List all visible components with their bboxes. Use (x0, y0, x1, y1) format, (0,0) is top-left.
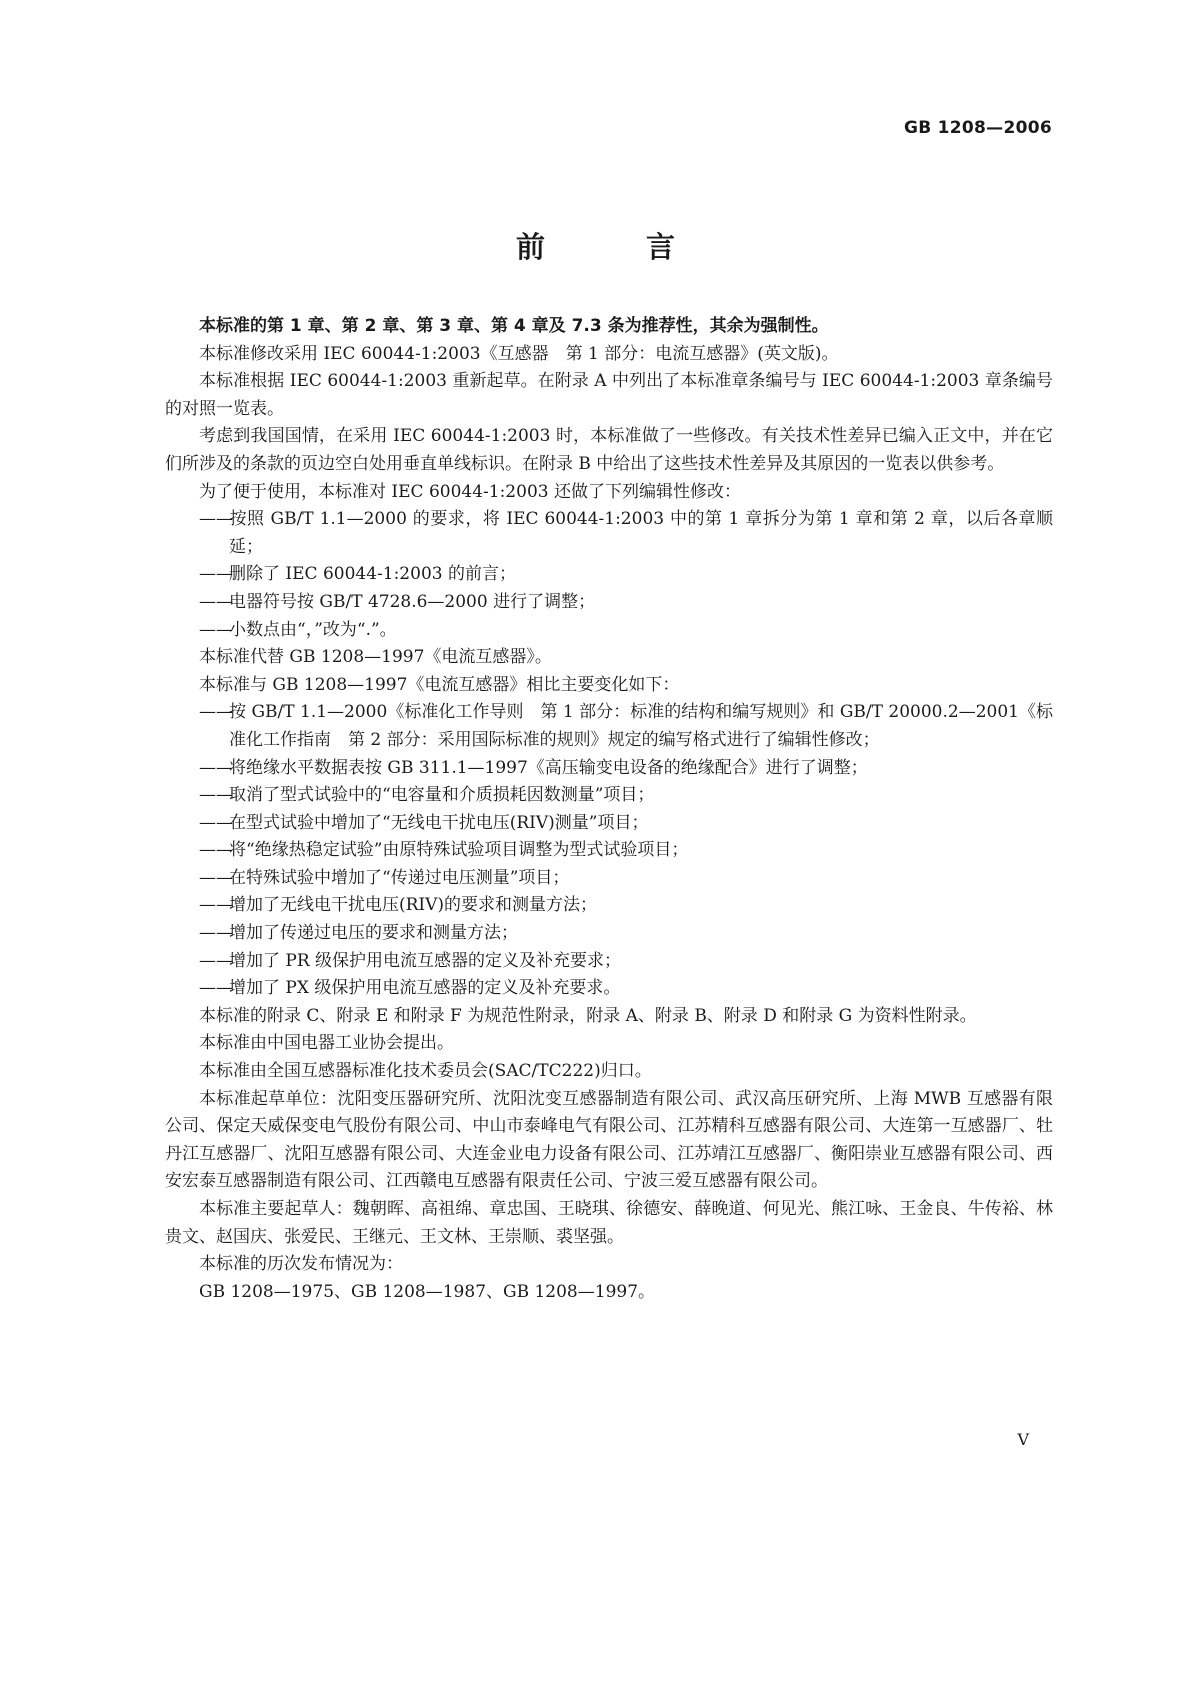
list-item (165, 506, 1053, 561)
paragraph: 本标准的历次发布情况为： (199, 1254, 403, 1275)
dash-mark: —— (199, 509, 233, 530)
list-item (165, 975, 1053, 1003)
paragraph: 本标准主要起草人：魏朝晖、高祖绵、章忠国、王晓琪、徐德安、薛晚道、何见光、熊江咏、王金良、牛传裕、林贵文、赵国庆、张爱民、王继元、王文林、王崇顺、裘坚强。 (165, 1199, 1053, 1247)
dash-mark: —— (199, 812, 233, 833)
dash-mark: —— (199, 950, 233, 971)
list-item-text: 按照 GB/T 1.1—2000 的要求，将 IEC 60044-1:2003 中的第 1 章拆分为第 1 章和第 2 章，以后各章顺延； (229, 509, 1053, 557)
list-item (165, 755, 1053, 783)
paragraph: 本标准由全国互感器标准化技术委员会(SAC/TC222)归口。 (199, 1061, 652, 1082)
list-item-text: 增加了 PR 级保护用电流互感器的定义及补充要求； (229, 950, 622, 971)
list-item (165, 699, 1053, 754)
list-item (165, 782, 1053, 810)
list-item (165, 837, 1053, 865)
list-item-text: 在特殊试验中增加了“传递过电压测量”项目； (229, 867, 570, 888)
dash-mark: —— (199, 591, 233, 612)
list-item-text: 增加了 PX 级保护用电流互感器的定义及补充要求。 (229, 978, 621, 999)
paragraph: 本标准的附录 C、附录 E 和附录 F 为规范性附录，附录 A、附录 B、附录 D 和附录 G 为资料性附录。 (199, 1005, 977, 1026)
list-item-text: 取消了型式试验中的“电容量和介质损耗因数测量”项目； (229, 785, 655, 806)
dash-mark: —— (199, 840, 233, 861)
list-item (165, 589, 1053, 617)
page-number: V (1017, 1430, 1029, 1449)
dash-mark: —— (199, 564, 233, 585)
page-title: 前 言 (515, 230, 711, 264)
list-item (165, 865, 1053, 893)
list-item-text: 将绝缘水平数据表按 GB 311.1—1997《高压输变电设备的绝缘配合》进行了调整； (229, 757, 868, 778)
dash-mark: —— (199, 702, 233, 723)
paragraph: 本标准与 GB 1208—1997《电流互感器》相比主要变化如下： (199, 674, 680, 695)
list-item-text: 将“绝缘热稳定试验”由原特殊试验项目调整为型式试验项目； (229, 840, 689, 861)
list-item (165, 920, 1053, 948)
paragraph: 本标准修改采用 IEC 60044-1:2003《互感器 第 1 部分：电流互感器》(英文版)。 (199, 343, 839, 364)
dash-mark: —— (199, 923, 233, 944)
foreword-body (165, 313, 1053, 1306)
dash-mark: —— (199, 619, 233, 640)
list-item-text: 在型式试验中增加了“无线电干扰电压(RIV)测量”项目； (229, 812, 649, 833)
list-item-text: 按 GB/T 1.1—2000《标准化工作导则 第 1 部分：标准的结构和编写规则》和 GB/T 20000.2—2001《标准化工作指南 第 2 部分：采用国际标准的规则》规定的编写格式进行了编辑性修改； (229, 702, 1053, 750)
list-item (165, 617, 1053, 645)
paragraph: GB 1208—1975、GB 1208—1987、GB 1208—1997。 (199, 1281, 656, 1302)
dash-mark: —— (199, 895, 233, 916)
paragraph: 本标准根据 IEC 60044-1:2003 重新起草。在附录 A 中列出了本标准章条编号与 IEC 60044-1:2003 章条编号的对照一览表。 (165, 371, 1053, 419)
dash-mark: —— (199, 978, 233, 999)
list-item (165, 948, 1053, 976)
paragraph: 本标准由中国电器工业协会提出。 (199, 1033, 454, 1054)
list-item (165, 561, 1053, 589)
list-item-text: 增加了无线电干扰电压(RIV)的要求和测量方法； (229, 895, 598, 916)
dash-mark: —— (199, 785, 233, 806)
paragraph: 考虑到我国国情，在采用 IEC 60044-1:2003 时，本标准做了一些修改。有关技术性差异已编入正文中，并在它们所涉及的条款的页边空白处用垂直单线标识。在附录 B 中给出了这些技术性差异及其原因的一览表以供参考。 (165, 426, 1053, 474)
paragraph: 本标准的第 1 章、第 2 章、第 3 章、第 4 章及 7.3 条为推荐性，其余为强制性。 (199, 316, 829, 336)
paragraph: 本标准代替 GB 1208—1997《电流互感器》。 (199, 647, 552, 668)
paragraph: 为了便于使用，本标准对 IEC 60044-1:2003 还做了下列编辑性修改： (199, 481, 741, 502)
list-item-text: 增加了传递过电压的要求和测量方法； (229, 923, 518, 944)
paragraph: 本标准起草单位：沈阳变压器研究所、沈阳沈变互感器制造有限公司、武汉高压研究所、上海 MWB 互感器有限公司、保定天威保变电气股份有限公司、中山市泰峰电气有限公司、江苏精科互感器有限公司、大连第一互感器厂、牡丹江互感器厂、沈阳互感器有限公司、大连金业电力设备有限公司、江苏靖江互感器厂、衡阳崇业互感器有限公司、西安宏泰互感器制造有限公司、江西赣电互感器有限责任公司、宁波三爱互感器有限公司。 (165, 1088, 1053, 1192)
standard-number: GB 1208—2006 (903, 118, 1052, 138)
list-item-text: 删除了 IEC 60044-1:2003 的前言； (229, 564, 516, 585)
dash-mark: —— (199, 867, 233, 888)
dash-mark: —— (199, 757, 233, 778)
list-item (165, 892, 1053, 920)
list-item-text: 电器符号按 GB/T 4728.6—2000 进行了调整； (229, 591, 596, 612)
list-item (165, 810, 1053, 838)
list-item-text: 小数点由“，”改为“.”。 (229, 619, 397, 640)
